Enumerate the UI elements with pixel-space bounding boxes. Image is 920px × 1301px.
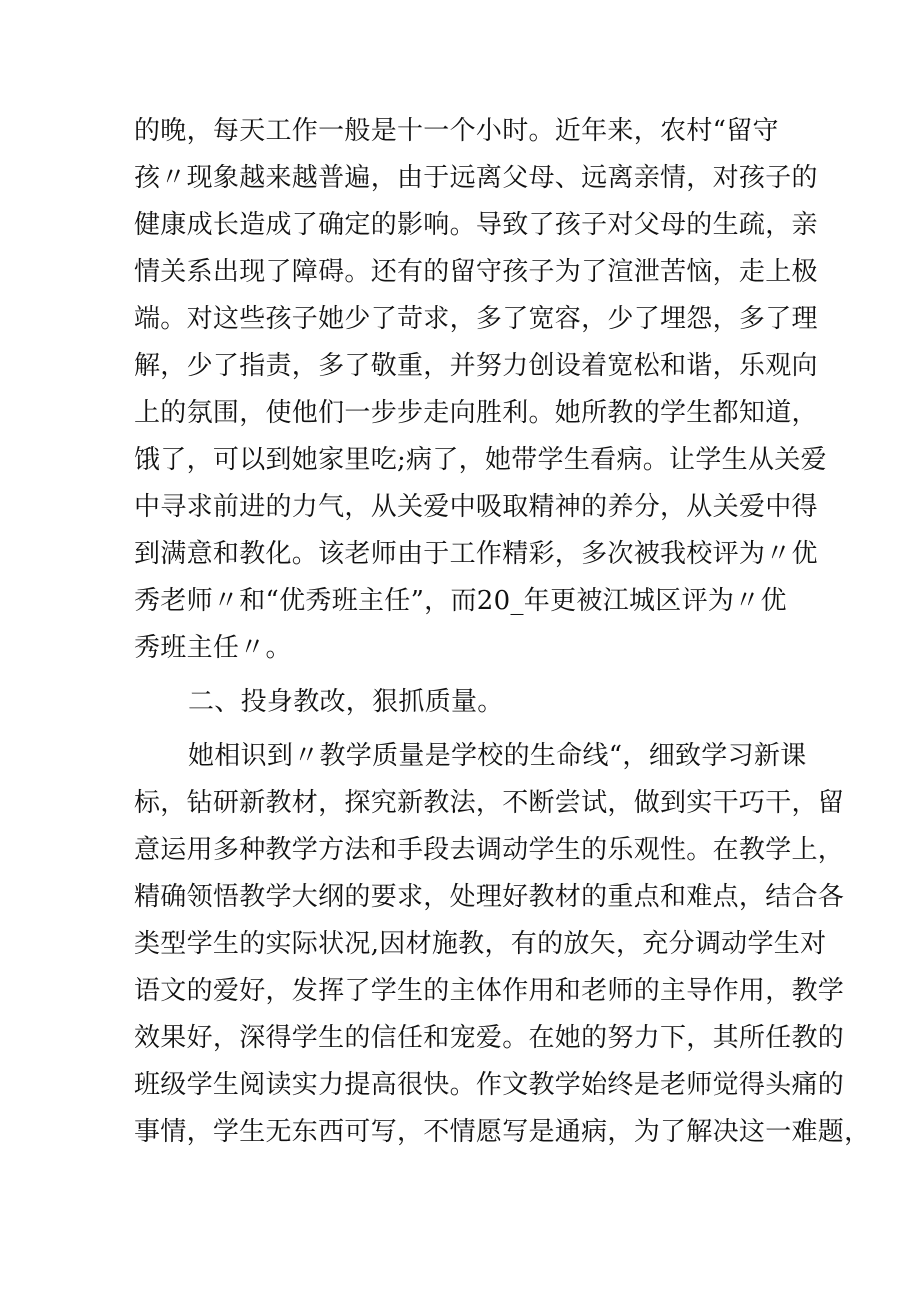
text-line: 秀老师〃和“优秀班主任”，而20_年更被江城区评为〃优: [134, 586, 787, 616]
text-line: 上的氛围，使他们一步步走向胜利。她所教的学生都知道，: [134, 398, 818, 428]
text-line: 解，少了指责，多了敬重，并努力创设着宽松和谐，乐观向: [134, 351, 818, 381]
text-line: 秀班主任〃。: [134, 633, 292, 663]
text-line: 标，钻研新教材，探究新教法，不断尝试，做到实干巧干，留: [134, 788, 845, 818]
text-line: 事情，学生无东西可写，不情愿写是通病，为了解决这一难题，: [134, 1117, 871, 1147]
text-line: 饿了，可以到她家里吃;病了，她带学生看病。让学生从关爱: [134, 445, 827, 475]
text-line: 效果好，深得学生的信任和宠爱。在她的努力下，其所任教的: [134, 1023, 845, 1053]
text-line: 到满意和教化。该老师由于工作精彩，多次被我校评为〃优: [134, 539, 818, 569]
text-line: 班级学生阅读实力提高很快。作文教学始终是老师觉得头痛的: [134, 1070, 845, 1100]
text-line: 意运用多种教学方法和手段去调动学生的乐观性。在教学上，: [134, 835, 845, 865]
text-line: 情关系出现了障碍。还有的留守孩子为了渲泄苦恼，走上极: [134, 257, 818, 287]
text-line: 中寻求前进的力气，从关爱中吸取精神的养分，从关爱中得: [134, 492, 818, 522]
text-line: 端。对这些孩子她少了苛求，多了宽容，少了埋怨，多了理: [134, 304, 818, 334]
paragraph-first-line: 她相识到〃教学质量是学校的生命线“，细致学习新课: [188, 741, 807, 771]
text-line: 类型学生的实际状况,因材施教，有的放矢，充分调动学生对: [134, 929, 827, 959]
section-heading: 二、投身教改，狠抓质量。: [188, 687, 504, 717]
text-line: 精确领悟教学大纲的要求，处理好教材的重点和难点，结合各: [134, 882, 845, 912]
text-line: 健康成长造成了确定的影响。导致了孩子对父母的生疏，亲: [134, 210, 818, 240]
text-line: 孩〃现象越来越普遍，由于远离父母、远离亲情，对孩子的: [134, 163, 818, 193]
text-line: 语文的爱好，发挥了学生的主体作用和老师的主导作用，教学: [134, 976, 845, 1006]
text-line: 的晚，每天工作一般是十一个小时。近年来，农村“留守: [134, 116, 779, 146]
